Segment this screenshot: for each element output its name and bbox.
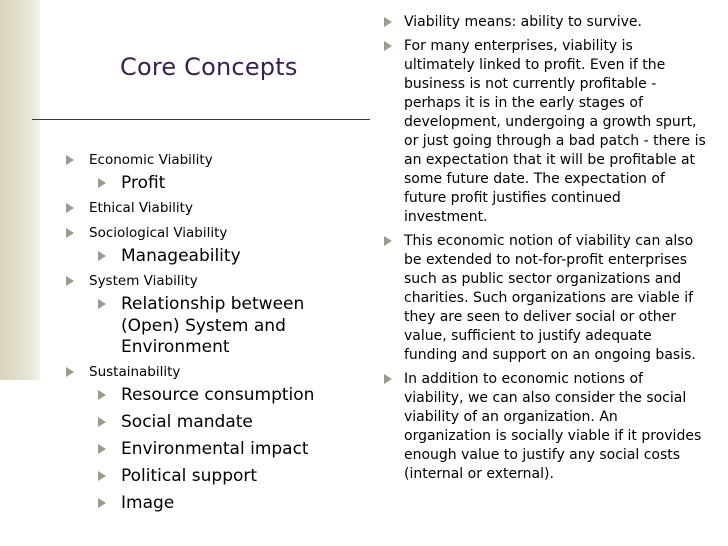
left-decorative-strip xyxy=(0,0,40,380)
bullet-icon xyxy=(98,444,106,454)
paragraph-text: Viability means: ability to survive. xyxy=(404,14,642,30)
sub-list-item xyxy=(66,493,366,515)
list-item-label: Ethical Viability xyxy=(89,200,193,216)
paragraph-text: In addition to economic notions of viability, we can also consider the social viability of an organization. An organization is socially viable if it provides enough value to justify any social costs (internal or external). xyxy=(404,371,702,482)
list-item xyxy=(66,273,366,290)
list-item xyxy=(384,232,706,365)
list-item xyxy=(66,200,366,217)
bullet-icon xyxy=(66,228,74,238)
list-item-label: Sustainability xyxy=(89,364,181,380)
core-concepts-list xyxy=(66,152,366,520)
bullet-icon xyxy=(98,417,106,427)
list-item xyxy=(384,37,706,227)
bullet-icon xyxy=(98,299,106,309)
bullet-icon xyxy=(66,203,74,213)
list-item xyxy=(384,370,706,484)
sub-list-item-label: Social mandate xyxy=(121,412,253,432)
bullet-icon xyxy=(98,178,106,188)
sub-list-item xyxy=(66,173,366,195)
list-item xyxy=(66,152,366,169)
sub-list-item-label: Environmental impact xyxy=(121,439,309,459)
list-item xyxy=(66,364,366,381)
sub-list-item-label: Political support xyxy=(121,466,258,486)
bullet-icon xyxy=(66,367,74,377)
title-divider xyxy=(32,119,370,120)
viability-explanation-list xyxy=(384,13,706,489)
sub-list-item-label: Image xyxy=(121,493,175,513)
sub-list-item xyxy=(66,294,366,359)
list-item xyxy=(384,13,706,32)
page-title: Core Concepts xyxy=(120,53,298,81)
list-item-label: Sociological Viability xyxy=(89,225,228,241)
bullet-icon xyxy=(384,41,392,51)
bullet-icon xyxy=(384,374,392,384)
sub-list-item xyxy=(66,439,366,461)
bullet-icon xyxy=(98,471,106,481)
list-item-label: System Viability xyxy=(89,273,198,289)
sub-list-item-label: Profit xyxy=(121,173,166,193)
bullet-icon xyxy=(66,276,74,286)
sub-list-item xyxy=(66,466,366,488)
bullet-icon xyxy=(98,498,106,508)
bullet-icon xyxy=(98,251,106,261)
bullet-icon xyxy=(98,390,106,400)
bullet-icon xyxy=(384,17,392,27)
bullet-icon xyxy=(66,155,74,165)
list-item xyxy=(66,225,366,242)
sub-list-item xyxy=(66,412,366,434)
sub-list-item-label: Relationship between (Open) System and Environment xyxy=(121,294,305,357)
paragraph-text: For many enterprises, viability is ultimately linked to profit. Even if the business is not currently profitable - perhaps it is in the early stages of development, undergoing a growth spurt, or just going through a bad patch - there is an expectation that it will be profitable at some future date. The expectation of future profit justifies continued investment. xyxy=(404,38,706,225)
list-item-label: Economic Viability xyxy=(89,152,213,168)
sub-list-item xyxy=(66,246,366,268)
sub-list-item-label: Manageability xyxy=(121,246,241,266)
sub-list-item xyxy=(66,385,366,407)
paragraph-text: This economic notion of viability can also be extended to not-for-profit enterprises such as public sector organizations and charities. Such organizations are viable if they are seen to deliver social or other value, sufficient to justify adequate funding and support on an ongoing basis. xyxy=(404,233,696,363)
sub-list-item-label: Resource consumption xyxy=(121,385,315,405)
bullet-icon xyxy=(384,236,392,246)
